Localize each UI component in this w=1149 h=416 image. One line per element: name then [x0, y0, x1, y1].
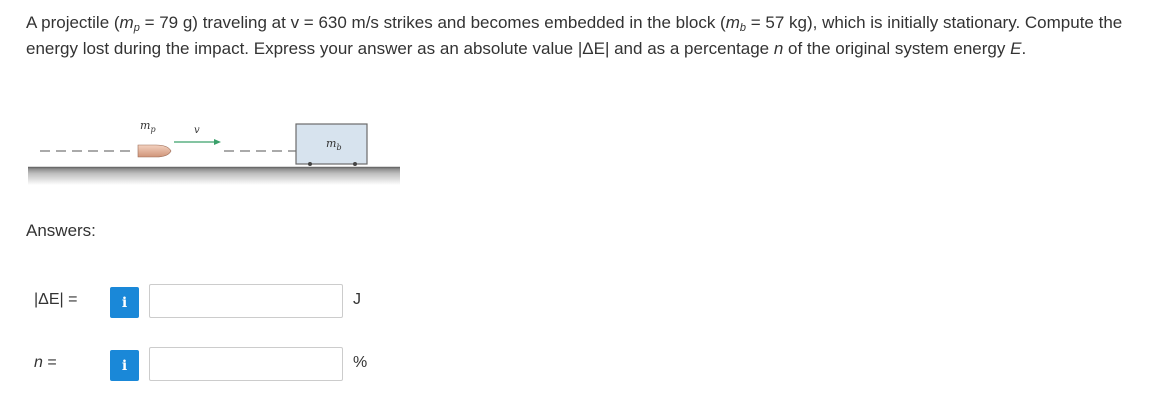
delta-e-label: |ΔE| =	[34, 291, 78, 308]
problem-text-3: = 57 kg), which is initially stationary. Compute the energy lost during the impact. Express your answer as an absolute value |ΔE| and as a percentage	[26, 13, 1123, 58]
problem-text-2: = 79 g) traveling at v = 630 m/s strikes and becomes embedded in the block (	[139, 13, 726, 32]
unit-percent: %	[353, 354, 368, 371]
unit-joules: J	[353, 291, 361, 308]
n-label-eq: =	[42, 354, 57, 371]
answer-row-energy	[26, 282, 386, 322]
collision-figure	[28, 116, 400, 188]
velocity-label: v	[194, 125, 200, 136]
n-percentage-input[interactable]	[149, 347, 343, 381]
info-icon[interactable]: i	[110, 287, 139, 318]
problem-statement	[26, 10, 1141, 62]
problem-text-5: .	[1021, 39, 1027, 58]
velocity-arrowhead	[214, 139, 221, 145]
block-wheel-left	[308, 162, 312, 166]
mp-subscript: p	[133, 22, 140, 34]
problem-text-4: of the original system energy	[783, 39, 1011, 58]
n-variable: n	[773, 39, 784, 58]
problem-text-1: A projectile (	[26, 13, 120, 32]
projectile-shape	[138, 145, 171, 157]
block-wheel-right	[353, 162, 357, 166]
mb-symbol: m	[725, 13, 740, 32]
projectile-label: $m_p$	[140, 119, 156, 134]
block-label: $m_b$	[326, 137, 342, 152]
delta-e-input[interactable]	[149, 284, 343, 318]
ground-surface	[28, 167, 400, 185]
n-label	[34, 354, 57, 372]
answers-heading: Answers:	[26, 221, 96, 240]
answer-row-percentage	[26, 345, 386, 385]
info-icon[interactable]: i	[110, 350, 139, 381]
n-label-var: n	[34, 354, 43, 371]
mb-subscript: b	[739, 22, 747, 34]
mp-symbol: m	[119, 13, 134, 32]
e-variable: E	[1010, 39, 1022, 58]
